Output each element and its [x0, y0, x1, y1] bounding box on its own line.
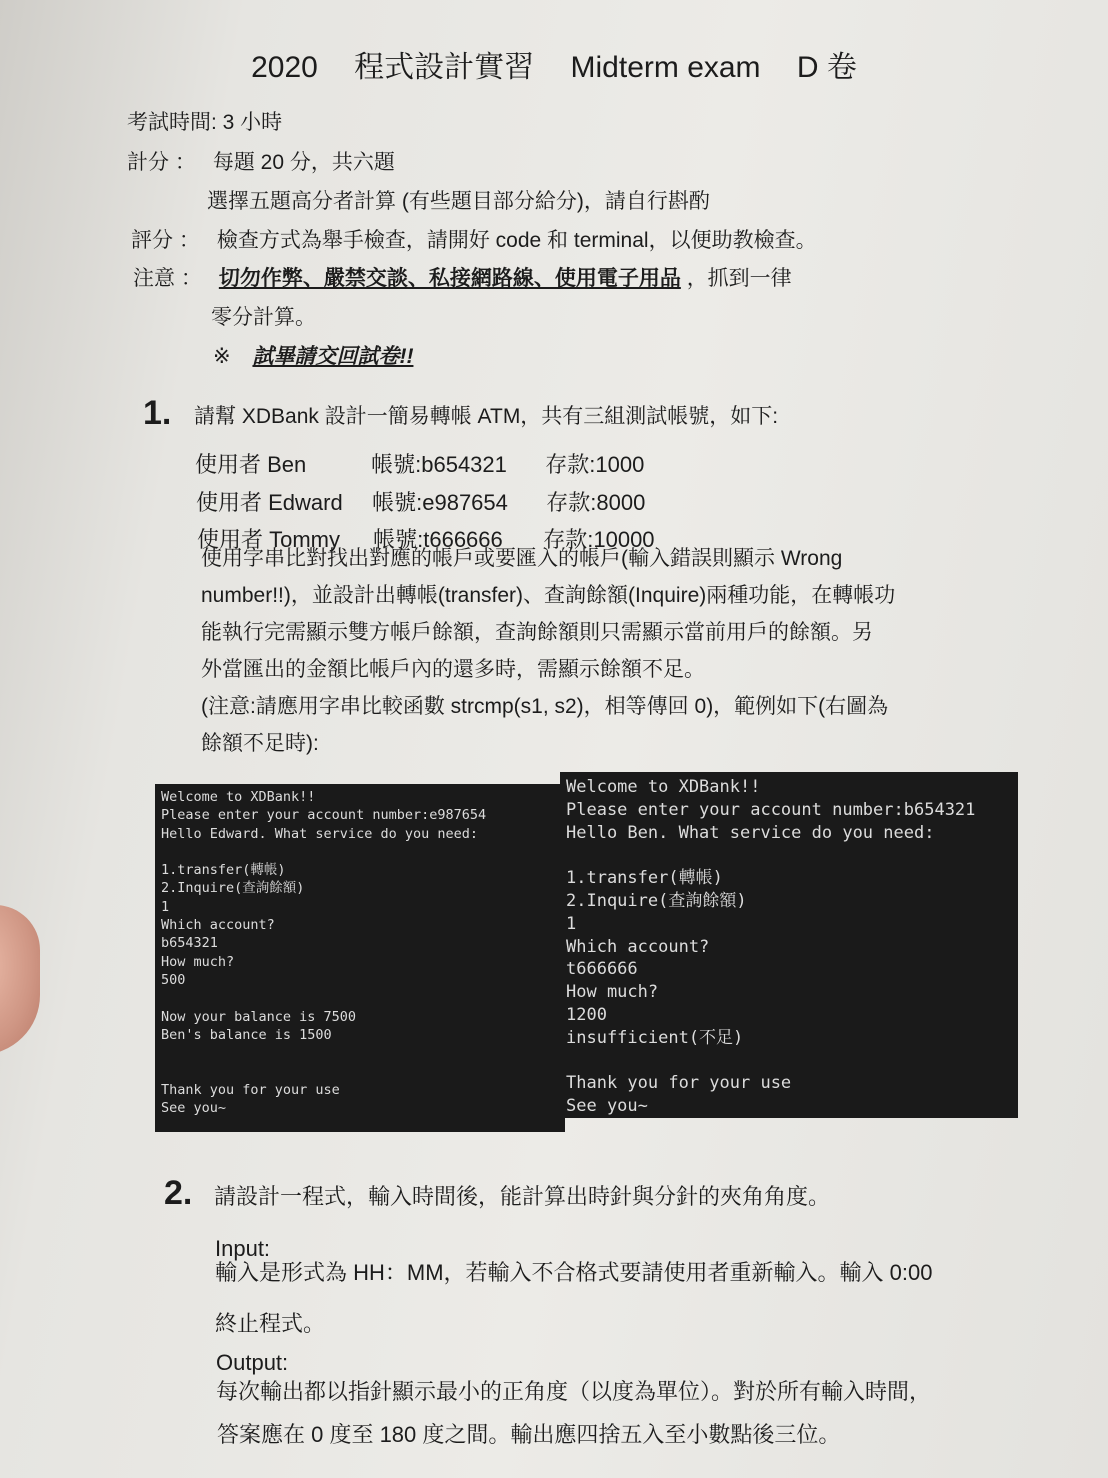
- terminal-line: Please enter your account number:e987654: [161, 807, 487, 824]
- note-row: [133, 262, 792, 292]
- terminal-line: Hello Ben. What service do you need:: [566, 822, 935, 843]
- q2-input-line1: 輸入是形式為 HH：MM，若輸入不合格式要請使用者重新輸入。輸入 0:00: [215, 1260, 933, 1285]
- terminal-line: [161, 989, 559, 1007]
- terminal-screenshot-left: [155, 784, 565, 1132]
- terminal-line: [566, 844, 1012, 867]
- terminal-line: [161, 1062, 559, 1080]
- terminal-line: See you~: [161, 1100, 227, 1117]
- account-row: [196, 486, 645, 517]
- terminal-line: How much?: [566, 982, 659, 1003]
- score-line1: 每題 20 分，共六題: [212, 151, 395, 174]
- terminal-line: [161, 843, 559, 861]
- reminder-text: 試畢請交回試卷!!: [252, 345, 414, 368]
- q1-desc-line: 餘額不足時):: [201, 732, 319, 755]
- terminal-line: How much?: [161, 953, 235, 970]
- terminal-line: 1: [566, 913, 577, 934]
- account-user: 使用者 Tommy: [197, 527, 341, 552]
- q2-input-label: Input:: [215, 1236, 271, 1261]
- finger-photo-artifact: [0, 905, 40, 1055]
- terminal-line: 1.transfer(轉帳): [161, 862, 286, 879]
- terminal-line: t666666: [566, 959, 638, 980]
- terminal-line: Which account?: [566, 936, 710, 957]
- q2-prompt: 請設計一程式，輸入時間後，能計算出時針與分針的夾角角度。: [214, 1184, 831, 1209]
- account-number: 帳號:b654321: [371, 452, 507, 477]
- q2-output-line1: 每次輸出都以指針顯示最小的正角度（以度為單位）。對於所有輸入時間，: [216, 1379, 932, 1404]
- account-deposit: 存款:10000: [543, 527, 655, 552]
- terminal-line: 1200: [566, 1004, 607, 1025]
- q1-desc-line: number!!)，並設計出轉帳(transfer)、查詢餘額(Inquire)兩種功能，在轉帳功: [201, 584, 896, 607]
- terminal-line: Welcome to XDBank!!: [566, 777, 761, 797]
- account-number: 帳號:e987654: [372, 490, 508, 515]
- note-label: 注意 ：: [133, 267, 202, 290]
- terminal-line: Thank you for your use: [161, 1081, 340, 1098]
- title-exam: Midterm exam: [570, 51, 761, 84]
- q1-description: [201, 540, 1001, 762]
- terminal-line: 2.Inquire(查詢餘額): [161, 880, 305, 897]
- grade-text: 檢查方式為舉手檢查，請開好 code 和 terminal，以便助教檢查。: [216, 229, 817, 252]
- q1-desc-line: 能執行完需顯示雙方帳戶餘額，查詢餘額則只需顯示當前用戶的餘額。另: [201, 621, 873, 644]
- q2-output-label: Output:: [216, 1350, 289, 1375]
- account-deposit: 存款:8000: [546, 490, 646, 515]
- terminal-line: 500: [161, 971, 186, 988]
- q2-input-line2: 終止程式。: [215, 1311, 326, 1336]
- terminal-line: 1.transfer(轉帳): [566, 868, 723, 889]
- reminder-mark: ※: [213, 345, 231, 368]
- terminal-screenshot-right: [560, 772, 1018, 1118]
- note-line2: 零分計算。: [211, 306, 316, 329]
- terminal-line: 1: [161, 898, 170, 915]
- account-row: [195, 448, 644, 479]
- exam-time: 考試時間: 3 小時: [127, 111, 283, 134]
- account-deposit: 存款:1000: [545, 452, 645, 477]
- score-row: [127, 146, 395, 176]
- q1-desc-line: (注意:請應用字串比較函數 strcmp(s1, s2)，相等傳回 0)，範例如下(右圖為: [201, 695, 889, 718]
- note-rest: ，抓到一律: [686, 267, 792, 290]
- terminal-line: 2.Inquire(查詢餘額): [566, 890, 747, 911]
- q2-number: 2.: [164, 1174, 193, 1212]
- q1-number: 1.: [143, 394, 172, 432]
- terminal-line: Welcome to XDBank!!: [161, 789, 316, 805]
- reminder: [213, 340, 413, 370]
- terminal-line: Hello Edward. What service do you need:: [161, 825, 478, 842]
- terminal-line: Please enter your account number:b654321: [566, 799, 976, 820]
- terminal-line: Which account?: [161, 917, 275, 934]
- terminal-line: [566, 1050, 1012, 1073]
- title-version: D 卷: [796, 51, 857, 84]
- q1-desc-line: 使用字串比對找出對應的帳戶或要匯入的帳戶(輸入錯誤則顯示 Wrong: [201, 547, 843, 570]
- score-label: 計分 ：: [127, 151, 196, 174]
- terminal-line: [161, 1044, 559, 1062]
- terminal-line: insufficient(不足): [566, 1027, 744, 1048]
- terminal-line: See you~: [566, 1096, 648, 1117]
- account-number: 帳號:t666666: [373, 527, 503, 552]
- account-user: 使用者 Ben: [195, 452, 307, 477]
- terminal-line: Now your balance is 7500: [161, 1008, 357, 1025]
- grade-row: [131, 224, 817, 254]
- grade-label: 評分 ：: [131, 229, 200, 252]
- terminal-line: b654321: [161, 935, 218, 952]
- terminal-line: Ben's balance is 1500: [161, 1026, 332, 1043]
- page-title: [0, 42, 1108, 86]
- q1-prompt: 請幫 XDBank 設計一簡易轉帳 ATM，共有三組測試帳號，如下:: [194, 405, 779, 428]
- terminal-line: Thank you for your use: [566, 1073, 792, 1094]
- score-line2: 選擇五題高分者計算 (有些題目部分給分)，請自行斟酌: [207, 190, 710, 213]
- title-course: 程式設計實習: [354, 51, 535, 84]
- q2-output-line2: 答案應在 0 度至 180 度之間。輸出應四捨五入至小數點後三位。: [217, 1422, 841, 1447]
- title-year: 2020: [251, 51, 318, 84]
- note-underlined: 切勿作弊、嚴禁交談、私接網路線、使用電子用品: [218, 267, 681, 290]
- q1-desc-line: 外當匯出的金額比帳戶內的還多時，需顯示餘額不足。: [201, 658, 705, 681]
- account-user: 使用者 Edward: [196, 490, 343, 515]
